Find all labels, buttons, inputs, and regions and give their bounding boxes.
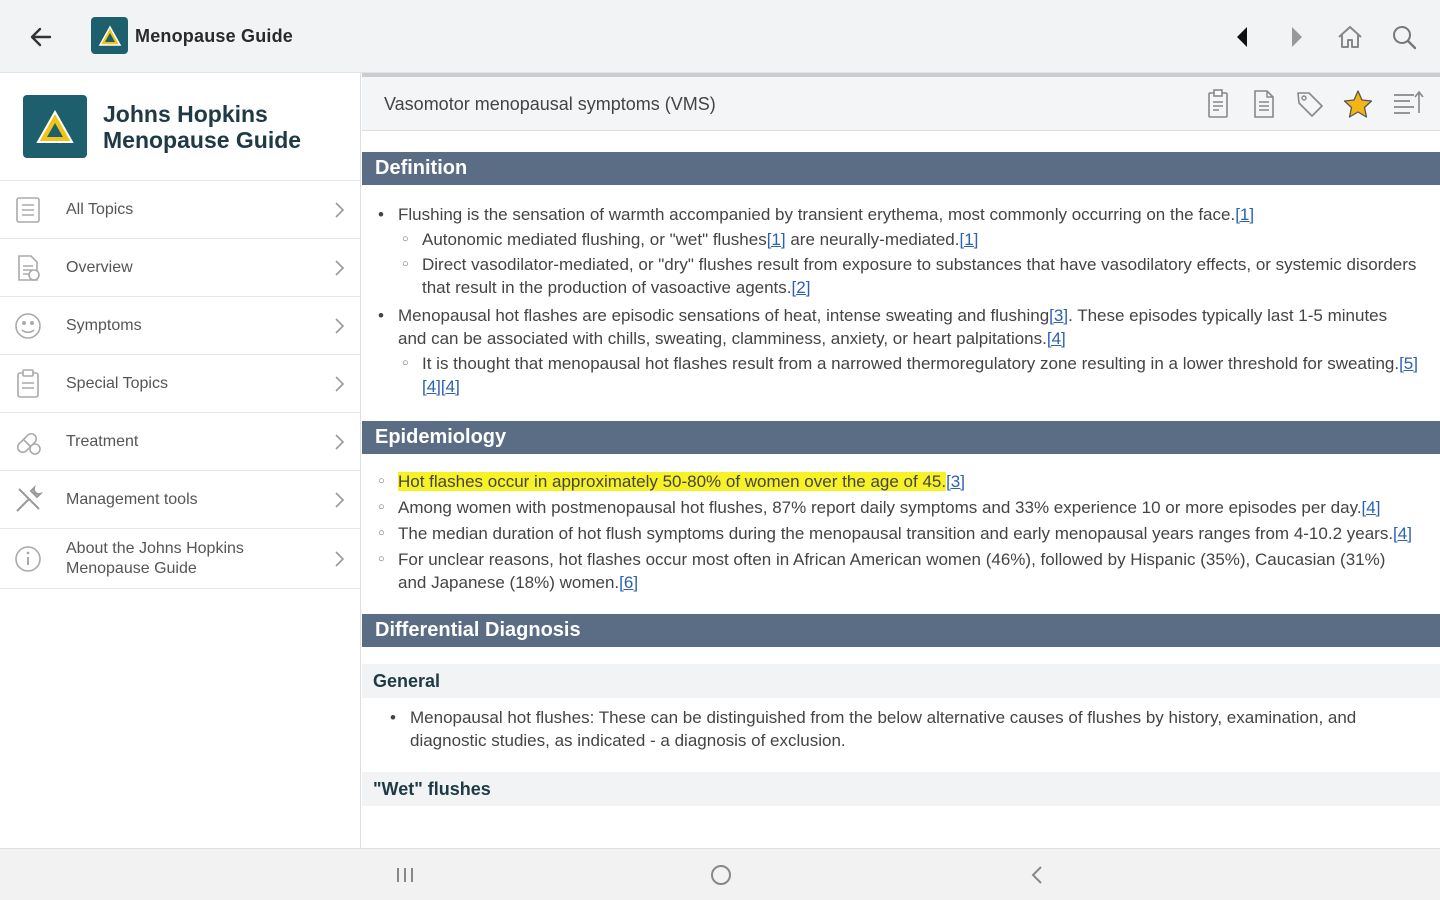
list-icon xyxy=(12,194,44,226)
brand-title-line2: Menopause Guide xyxy=(103,126,302,153)
document-icon[interactable] xyxy=(1248,88,1280,120)
reference-link[interactable]: [4] xyxy=(422,377,441,396)
clipboard-icon[interactable] xyxy=(1202,88,1234,120)
sidebar-item-management-tools[interactable] xyxy=(0,471,360,529)
list-item xyxy=(422,253,1418,299)
sidebar-item-overview[interactable] xyxy=(0,239,360,297)
list-item xyxy=(398,203,1418,299)
reference-link[interactable]: [1] xyxy=(1235,205,1255,224)
brand-title-line1: Johns Hopkins xyxy=(103,100,268,127)
app-title: Menopause Guide xyxy=(135,26,294,46)
list-item xyxy=(398,496,1418,519)
reference-link[interactable]: [4] xyxy=(1046,329,1066,348)
home-circle-icon[interactable] xyxy=(706,861,736,889)
clipboard-icon xyxy=(12,368,44,400)
text: It is thought that menopausal hot flashes result from a narrowed thermoregulatory zone resulting in a lower threshold for sweating. xyxy=(422,354,1400,373)
text: Autonomic mediated flushing, or "wet" flushes xyxy=(422,230,767,249)
sidebar-item-label: Overview xyxy=(66,258,133,276)
section-body-general xyxy=(362,698,1440,752)
reference-link[interactable]: [1] xyxy=(959,230,979,249)
reference-link[interactable]: [4] xyxy=(440,377,460,396)
sidebar-item-treatment[interactable] xyxy=(0,413,360,471)
text: Menopausal hot flushes: These can be distinguished from the below alternative causes of flushes by history, examination, and diagnostic studies, as indicated - a diagnosis of exclusion. xyxy=(410,708,1357,750)
list-item xyxy=(398,522,1418,545)
search-icon[interactable] xyxy=(1387,20,1421,54)
list-item xyxy=(422,352,1418,398)
back-chevron-icon[interactable] xyxy=(1022,861,1052,889)
text: . These episodes typically last 1-5 minutes and can be associated with chills, sweating, clamminess, anxiety, or heart palpitations. xyxy=(398,306,1388,348)
sidebar-item-label: Symptoms xyxy=(66,316,142,334)
chevron-right-icon xyxy=(332,490,346,510)
text: The median duration of hot flush symptoms during the menopausal transition and early menopausal years ranges from 4-10.2 years. xyxy=(398,524,1394,543)
triangle-left-icon[interactable] xyxy=(1225,20,1259,54)
reference-link[interactable]: [3] xyxy=(946,472,965,491)
section-heading-differential-diagnosis: Differential Diagnosis xyxy=(362,614,1440,647)
chevron-right-icon xyxy=(332,549,346,569)
recent-apps-icon[interactable] xyxy=(390,861,420,889)
brand-logo xyxy=(23,95,87,158)
app-bar xyxy=(0,0,1440,73)
pills-icon xyxy=(12,426,44,458)
section-heading-epidemiology: Epidemiology xyxy=(362,421,1440,454)
section-body-epidemiology xyxy=(362,454,1440,594)
section-body-definition xyxy=(362,185,1440,398)
brand-header xyxy=(0,73,360,181)
subheading-wet-flushes: "Wet" flushes xyxy=(362,772,1440,806)
back-arrow-icon[interactable] xyxy=(26,22,56,52)
reference-link[interactable]: [1] xyxy=(766,230,786,249)
sidebar-item-label-line1: About the Johns Hopkins xyxy=(66,539,244,557)
list-item xyxy=(398,548,1418,594)
tag-icon[interactable] xyxy=(1294,88,1326,120)
text: Menopausal hot flashes are episodic sensations of heat, intense sweating and flushing xyxy=(398,306,1050,325)
sidebar-item-label: All Topics xyxy=(66,200,134,218)
text: For unclear reasons, hot flashes occur most often in African American women (46%), followed by Hispanic (35%), Caucasian (31%) and Japanese (18%) women. xyxy=(398,550,1386,592)
text: Among women with postmenopausal hot flushes, 87% report daily symptoms and 33% experience 10 or more episodes per day. xyxy=(398,498,1362,517)
reference-link[interactable]: [6] xyxy=(619,573,639,592)
subheading-general: General xyxy=(362,664,1440,698)
topic-header xyxy=(362,77,1440,131)
brand-title xyxy=(103,101,301,153)
section-heading-definition: Definition xyxy=(362,152,1440,185)
sidebar xyxy=(0,73,361,848)
sidebar-item-label: Treatment xyxy=(66,432,139,450)
sidebar-item-symptoms[interactable] xyxy=(0,297,360,355)
list-item xyxy=(422,228,1418,251)
list-item xyxy=(410,706,1418,752)
sidebar-item-special-topics[interactable] xyxy=(0,355,360,413)
content-pane xyxy=(362,73,1440,848)
system-nav-bar xyxy=(0,848,1440,900)
list-item xyxy=(398,304,1418,398)
list-item xyxy=(398,470,1418,493)
outline-icon[interactable] xyxy=(1392,88,1424,120)
text: are neurally-mediated. xyxy=(785,230,960,249)
chevron-right-icon xyxy=(332,200,346,220)
sidebar-item-all-topics[interactable] xyxy=(0,181,360,239)
info-icon xyxy=(12,543,44,575)
star-icon[interactable] xyxy=(1342,88,1374,120)
chevron-right-icon xyxy=(332,316,346,336)
sidebar-item-label xyxy=(66,539,244,579)
chevron-right-icon xyxy=(332,374,346,394)
highlighted-text: Hot flashes occur in approximately 50-80% of women over the age of 45. xyxy=(398,472,947,491)
chevron-right-icon xyxy=(332,258,346,278)
sidebar-item-label: Management tools xyxy=(66,490,198,508)
text: Direct vasodilator-mediated, or "dry" flushes result from exposure to substances that have vasodilatory effects, or systemic disorders that result in the production of vasoactive agents. xyxy=(422,255,1417,297)
sidebar-item-label: Special Topics xyxy=(66,374,168,392)
app-logo xyxy=(91,17,128,54)
sidebar-item-label-line2: Menopause Guide xyxy=(66,559,197,577)
text: Flushing is the sensation of warmth accompanied by transient erythema, most commonly occurring on the face. xyxy=(398,205,1236,224)
triangle-right-icon[interactable] xyxy=(1280,20,1314,54)
reference-link[interactable]: [5] xyxy=(1399,354,1418,373)
topic-title: Vasomotor menopausal symptoms (VMS) xyxy=(384,94,716,114)
document-icon xyxy=(12,252,44,284)
tools-icon xyxy=(12,484,44,516)
chevron-right-icon xyxy=(332,432,346,452)
reference-link[interactable]: [4] xyxy=(1393,524,1412,543)
sidebar-item-about[interactable] xyxy=(0,529,360,589)
reference-link[interactable]: [4] xyxy=(1361,498,1381,517)
symptoms-icon xyxy=(12,310,44,342)
reference-link[interactable]: [2] xyxy=(791,278,811,297)
home-icon[interactable] xyxy=(1333,20,1367,54)
reference-link[interactable]: [3] xyxy=(1049,306,1069,325)
